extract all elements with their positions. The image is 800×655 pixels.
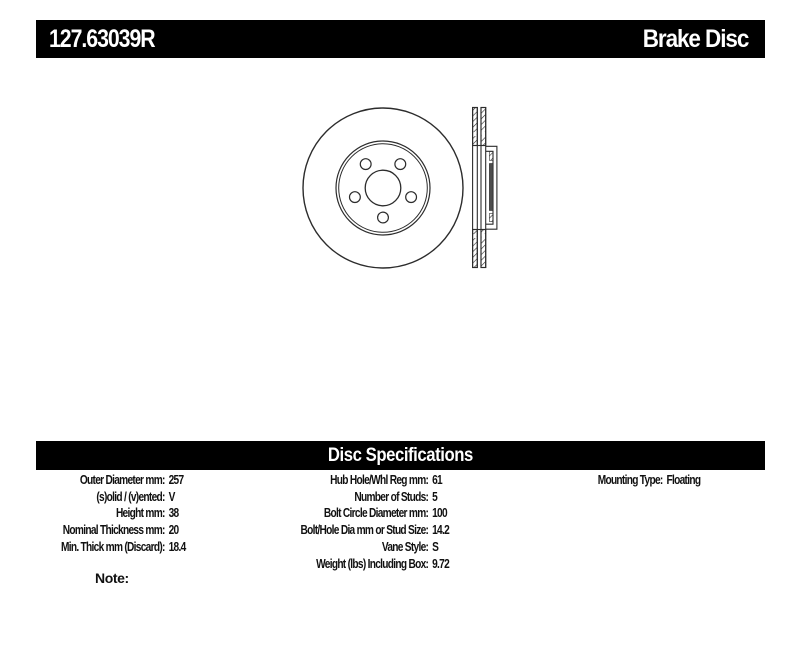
spec-label: Min. Thick mm (Discard):	[60, 538, 165, 554]
spec-value: 18.4	[168, 538, 186, 554]
brake-disc-front-view	[303, 108, 463, 268]
spec-value: 9.72	[432, 555, 450, 571]
header-bar	[36, 20, 765, 58]
spec-value: 38	[168, 505, 179, 521]
spec-label: Height mm:	[115, 505, 165, 521]
spec-value: 20	[168, 522, 179, 538]
brake-disc-cross-section	[473, 108, 497, 268]
spec-label: Hub Hole/Whl Reg mm:	[330, 472, 429, 487]
spec-label: Number of Studs:	[354, 488, 429, 504]
brake-disc-technical-drawing	[280, 90, 515, 280]
spec-value: 61	[432, 472, 442, 487]
spec-label: Nominal Thickness mm:	[62, 522, 165, 538]
spec-value: 5	[432, 488, 438, 504]
spec-label: Vane Style:	[381, 538, 429, 554]
spec-label: Bolt Circle Diameter mm:	[323, 505, 429, 521]
spec-value: 14.2	[432, 522, 450, 538]
spec-column-mounting	[530, 472, 700, 489]
spec-section-header	[36, 441, 765, 470]
spec-label: Weight (lbs) Including Box:	[316, 555, 429, 571]
spec-label: Mounting Type:	[597, 472, 663, 487]
spec-value: 257	[168, 472, 184, 487]
note-label: Note:	[95, 570, 129, 586]
spec-value: S	[432, 538, 439, 554]
spec-label: Outer Diameter mm:	[79, 472, 165, 487]
spec-column-hub	[280, 472, 449, 572]
spec-label: (s)olid / (v)ented:	[96, 488, 165, 504]
spec-column-dimensions	[36, 472, 186, 556]
spec-section-title: Disc Specifications	[328, 444, 473, 466]
spec-value: Floating	[666, 472, 701, 487]
spec-value: 100	[432, 505, 447, 521]
spec-label: Bolt/Hole Dia mm or Stud Size:	[300, 522, 429, 538]
part-number: 127.63039R	[49, 24, 155, 53]
spec-value: V	[168, 488, 175, 504]
product-type-title: Brake Disc	[642, 24, 748, 53]
